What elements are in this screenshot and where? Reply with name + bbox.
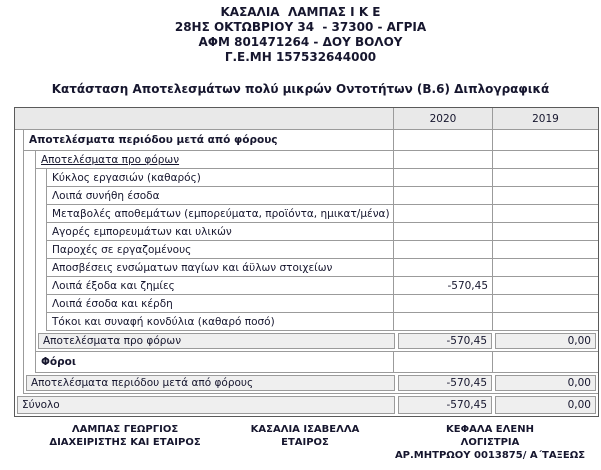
row-employee-benefits	[47, 241, 598, 259]
row-grand-total	[15, 394, 598, 416]
row-interest-net	[47, 313, 598, 331]
row-label: Αποτελέσματα περιόδου μετά από φόρους	[29, 134, 278, 146]
row-result-before-tax-header	[36, 151, 598, 169]
signature-role: ΔΙΑΧΕΙΡΙΣΤΗΣ ΚΑΙ ΕΤΑΙΡΟΣ	[49, 437, 201, 448]
cell-2020	[393, 130, 492, 150]
subtotal-label: Αποτελέσματα προ φόρων	[38, 333, 395, 349]
company-header	[0, 0, 601, 65]
cell-2019: 0,00	[495, 375, 596, 391]
row-subtotal-after-tax	[24, 373, 598, 394]
row-label: Λοιπά συνήθη έσοδα	[52, 189, 160, 202]
cell-2019	[492, 313, 598, 330]
row-label: Λοιπά έσοδα και κέρδη	[52, 297, 173, 310]
cell-2019	[492, 151, 598, 168]
cell-2019: 0,00	[495, 333, 596, 349]
company-afm-doy: ΑΦΜ 801471264 - ΔΟΥ ΒΟΛΟΥ	[198, 35, 403, 49]
group-before-tax-detail	[46, 169, 598, 331]
cell-2019: 0,00	[495, 396, 596, 414]
row-label: Παροχές σε εργαζομένους	[52, 243, 192, 256]
table-header-row	[15, 108, 598, 130]
cell-2019	[492, 352, 598, 372]
row-other-ordinary-income	[47, 187, 598, 205]
cell-2020: -570,45	[398, 375, 492, 391]
row-label: Τόκοι και συναφή κονδύλια (καθαρό ποσό)	[52, 315, 275, 328]
cell-2019	[492, 277, 598, 294]
signature-name: ΚΑΣΑΛΙΑ ΙΣΑΒΕΛΛΑ	[250, 424, 360, 435]
row-label: Λοιπά έξοδα και ζημίες	[52, 279, 175, 292]
cell-2020	[393, 352, 492, 372]
row-label: Αποσβέσεις ενσώματων παγίων και άϋλων στοιχείων	[52, 261, 333, 274]
row-other-income-gains	[47, 295, 598, 313]
cell-2019	[492, 295, 598, 312]
cell-2019	[492, 205, 598, 222]
year-column-header-2019: 2019	[492, 108, 598, 129]
year-column-header-2020: 2020	[393, 108, 492, 129]
row-label: Φόροι	[41, 356, 76, 368]
signature-block-manager	[25, 423, 225, 449]
row-depreciation	[47, 259, 598, 277]
cell-2020	[393, 295, 492, 312]
signature-name: ΚΕΦΑΛΑ ΕΛΕΝΗ	[446, 424, 534, 435]
row-result-after-tax-header	[24, 130, 598, 151]
row-label: Μεταβολές αποθεμάτων (εμπορεύματα, προϊόντα, ημικατ/μένα)	[52, 207, 390, 220]
signature-block-partner	[230, 423, 380, 449]
company-gemi: Γ.Ε.ΜΗ 157532644000	[224, 50, 377, 64]
cell-2020	[393, 205, 492, 222]
row-purchases-goods-materials	[47, 223, 598, 241]
group-result-after-tax	[23, 130, 598, 394]
cell-2019	[492, 223, 598, 240]
row-label: Αγορές εμπορευμάτων και υλικών	[52, 225, 232, 238]
row-turnover	[47, 169, 598, 187]
row-label	[36, 151, 393, 168]
cell-2020: -570,45	[393, 277, 492, 294]
row-taxes	[36, 352, 598, 373]
cell-2020: -570,45	[398, 396, 492, 414]
cell-2019	[492, 130, 598, 150]
results-table	[14, 107, 599, 417]
accountant-registry-number: ΑΡ.ΜΗΤΡΩΟΥ 0013875/ Α΄ΤΑΞΕΩΣ	[394, 450, 586, 461]
signature-name: ΛΑΜΠΑΣ ΓΕΩΡΓΙΟΣ	[71, 424, 179, 435]
total-label: Σύνολο	[17, 396, 395, 414]
signature-role: ΕΤΑΙΡΟΣ	[281, 437, 329, 448]
cell-2019	[492, 187, 598, 204]
company-address: 28ΗΣ ΟΚΤΩΒΡΙΟΥ 34 - 37300 - ΑΓΡΙΑ	[174, 20, 427, 34]
cell-2020	[393, 259, 492, 276]
cell-2019	[492, 241, 598, 258]
cell-2020	[393, 223, 492, 240]
cell-2019	[492, 259, 598, 276]
statement-title: Κατάσταση Αποτελεσμάτων πολύ μικρών Οντοτήτων (Β.6) Διπλογραφικά	[51, 82, 550, 96]
cell-2020	[393, 241, 492, 258]
cell-2020	[393, 313, 492, 330]
row-inventory-changes	[47, 205, 598, 223]
signature-role: ΛΟΓΙΣΤΡΙΑ	[460, 437, 520, 448]
signature-block-accountant	[383, 423, 597, 462]
row-label-text: Αποτελέσματα προ φόρων	[41, 153, 180, 166]
cell-2020: -570,45	[398, 333, 492, 349]
cell-2020	[393, 169, 492, 186]
cell-2019	[492, 169, 598, 186]
subtotal-label: Αποτελέσματα περιόδου μετά από φόρους	[26, 375, 395, 391]
row-subtotal-before-tax	[36, 331, 598, 352]
cell-2020	[393, 151, 492, 168]
header-label-spacer	[15, 108, 393, 129]
group-result-before-tax	[35, 151, 598, 373]
row-other-expenses-losses	[47, 277, 598, 295]
company-name: ΚΑΣΑΛΙΑ ΛΑΜΠΑΣ Ι Κ Ε	[220, 5, 381, 19]
cell-2020	[393, 187, 492, 204]
row-label: Κύκλος εργασιών (καθαρός)	[52, 171, 201, 184]
